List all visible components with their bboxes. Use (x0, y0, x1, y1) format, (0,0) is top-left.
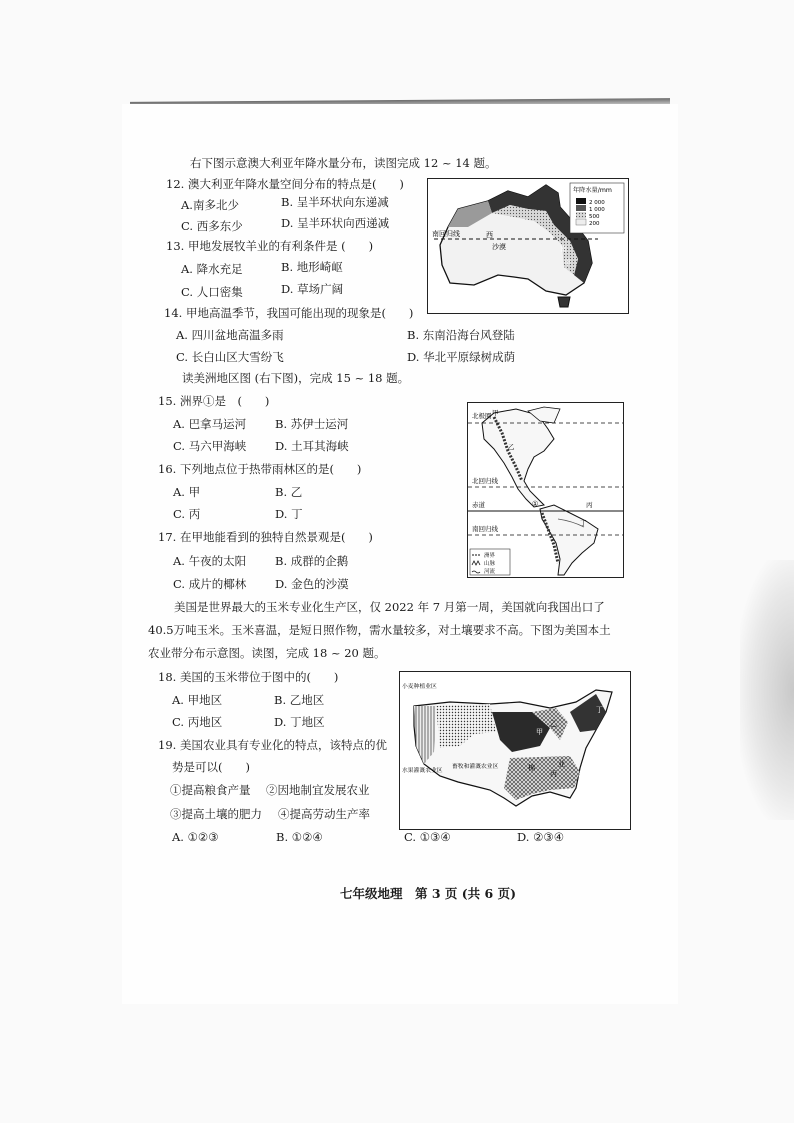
q18-option-b[interactable]: B. 乙地区 (274, 693, 325, 707)
am-arctic-label: 北极圈 (472, 412, 492, 420)
aus-legend-1000: 1 000 (589, 207, 605, 213)
q13-option-a[interactable]: A. 降水充足 (181, 262, 243, 276)
americas-map (467, 402, 624, 578)
q16-option-d[interactable]: D. 丁 (275, 507, 303, 521)
us-ding-label: 丁 (596, 706, 603, 714)
q15-option-d[interactable]: D. 土耳其海峡 (275, 439, 349, 453)
q17-option-b[interactable]: B. 成群的企鹅 (275, 554, 349, 568)
q15-option-b[interactable]: B. 苏伊士运河 (275, 417, 349, 431)
q19-option-c[interactable]: C. ①③④ (404, 830, 451, 844)
aus-legend-500: 500 (589, 214, 600, 220)
q18-option-c[interactable]: C. 丙地区 (172, 715, 223, 729)
us-bing-label: 丙 (550, 770, 557, 778)
q14-option-c[interactable]: C. 长白山区大雪纷飞 (176, 350, 284, 364)
am-one-label: ① (532, 500, 539, 508)
aus-jia-label: 甲 (564, 259, 571, 267)
finger-shadow (740, 560, 794, 820)
q19-option-b[interactable]: B. ①②④ (276, 830, 323, 844)
am-legend-river: 河流 (484, 569, 496, 575)
am-ding-label: 丁 (580, 519, 587, 527)
q12-option-c[interactable]: C. 西多东少 (181, 219, 243, 233)
q16-option-a[interactable]: A. 甲 (173, 485, 201, 499)
am-legend-boundary: 洲界 (484, 553, 496, 559)
aus-desert-label: 沙漠 (492, 243, 506, 251)
q17-option-a[interactable]: A. 午夜的太阳 (173, 554, 247, 568)
aus-west-label: 西 (486, 231, 493, 239)
q14-option-d[interactable]: D. 华北平原绿树成荫 (407, 350, 516, 364)
q19-statement-3: ③提高土壤的肥力 (170, 807, 262, 821)
aus-south-label: 南 (560, 245, 567, 253)
q18-stem: 18. 美国的玉米带位于图中的( ) (158, 670, 339, 684)
q14-stem: 14. 甲地高温季节，我国可能出现的现象是( ) (164, 306, 414, 320)
q16-option-b[interactable]: B. 乙 (275, 485, 303, 499)
q12-option-d[interactable]: D. 呈半环状向西递减 (281, 216, 390, 230)
us-small-grain-label: 小麦种植业区 (402, 684, 437, 690)
q12-stem: 12. 澳大利亚年降水量空间分布的特点是( ) (166, 177, 404, 191)
us-livestock-label: 畜牧和灌溉农业区 (452, 764, 499, 770)
q19-option-a[interactable]: A. ①②③ (172, 830, 219, 844)
q13-option-d[interactable]: D. 草场广阔 (281, 282, 344, 296)
page-footer: 七年级地理 第 3 页 (共 6 页) (340, 886, 516, 901)
q14-option-a[interactable]: A. 四川盆地高温多雨 (176, 328, 284, 342)
para-line1: 美国是世界最大的玉米专业化生产区，仅 2022 年 7 月第一周，美国就向我国出口了 (174, 600, 605, 614)
intro-15-18: 读美洲地区图 (右下图)，完成 15 ~ 18 题。 (182, 371, 410, 385)
us-yi-label: 乙 (550, 720, 557, 728)
aus-legend-200: 200 (589, 221, 600, 227)
q17-stem: 17. 在甲地能看到的独特自然景观是( ) (158, 530, 373, 544)
intro-12-14: 右下图示意澳大利亚年降水量分布，读图完成 12 ~ 14 题。 (190, 156, 497, 170)
q15-option-c[interactable]: C. 马六甲海峡 (173, 439, 247, 453)
am-bing-label: 丙 (586, 501, 593, 509)
am-yi-label: 乙 (508, 443, 515, 451)
am-equator-label: 赤道 (472, 501, 485, 509)
q19-statement-4: ④提高劳动生产率 (278, 807, 370, 821)
us-cotton-label: 棉 (528, 764, 535, 772)
aus-legend-title: 年降水量/mm (573, 187, 612, 194)
am-legend-mountain: 山脉 (484, 561, 496, 567)
am-jia-label: 甲 (492, 409, 499, 417)
q19-stem-line1: 19. 美国农业具有专业化的特点，该特点的优 (158, 738, 387, 752)
q15-option-a[interactable]: A. 巴拿马运河 (173, 417, 247, 431)
para-line2: 40.5万吨玉米。玉米喜温，是短日照作物，需水量较多，对土壤要求不高。下图为美国本土 (148, 623, 611, 637)
q16-option-c[interactable]: C. 丙 (173, 507, 201, 521)
aus-tropic-label: 南回归线 (432, 230, 460, 238)
q19-option-d[interactable]: D. ②③④ (517, 830, 565, 844)
q17-option-c[interactable]: C. 成片的椰林 (173, 577, 247, 591)
q18-option-d[interactable]: D. 丁地区 (274, 715, 325, 729)
q19-statement-1: ①提高粮食产量 (170, 783, 251, 797)
q17-option-d[interactable]: D. 金色的沙漠 (275, 577, 349, 591)
q16-stem: 16. 下列地点位于热带雨林区的是( ) (158, 462, 362, 476)
q19-stem-line2: 势是可以( ) (172, 760, 250, 774)
q12-option-a[interactable]: A.南多北少 (181, 198, 239, 212)
us-agri-label: 业 (558, 760, 565, 768)
usa-agriculture-map (399, 671, 631, 830)
q15-stem: 15. 洲界①是 ( ) (158, 394, 270, 408)
us-jia-label: 甲 (536, 728, 543, 736)
q14-option-b[interactable]: B. 东南沿海台风登陆 (407, 328, 515, 342)
q13-option-c[interactable]: C. 人口密集 (181, 285, 243, 299)
q12-option-b[interactable]: B. 呈半环状向东递减 (281, 195, 389, 209)
para-line3: 农业带分布示意图。读图，完成 18 ~ 20 题。 (148, 646, 386, 660)
australia-rainfall-map (427, 178, 629, 314)
us-irrigated-label: 水果灌溉农业区 (402, 768, 443, 774)
am-tropic-n-label: 北回归线 (472, 477, 498, 485)
aus-legend-2000: 2 000 (589, 200, 605, 206)
q18-option-a[interactable]: A. 甲地区 (172, 693, 223, 707)
q19-statement-2: ②因地制宜发展农业 (266, 783, 370, 797)
q13-option-b[interactable]: B. 地形崎岖 (281, 260, 343, 274)
q13-stem: 13. 甲地发展牧羊业的有利条件是 ( ) (166, 239, 374, 253)
am-tropic-s-label: 南回归线 (472, 525, 498, 533)
